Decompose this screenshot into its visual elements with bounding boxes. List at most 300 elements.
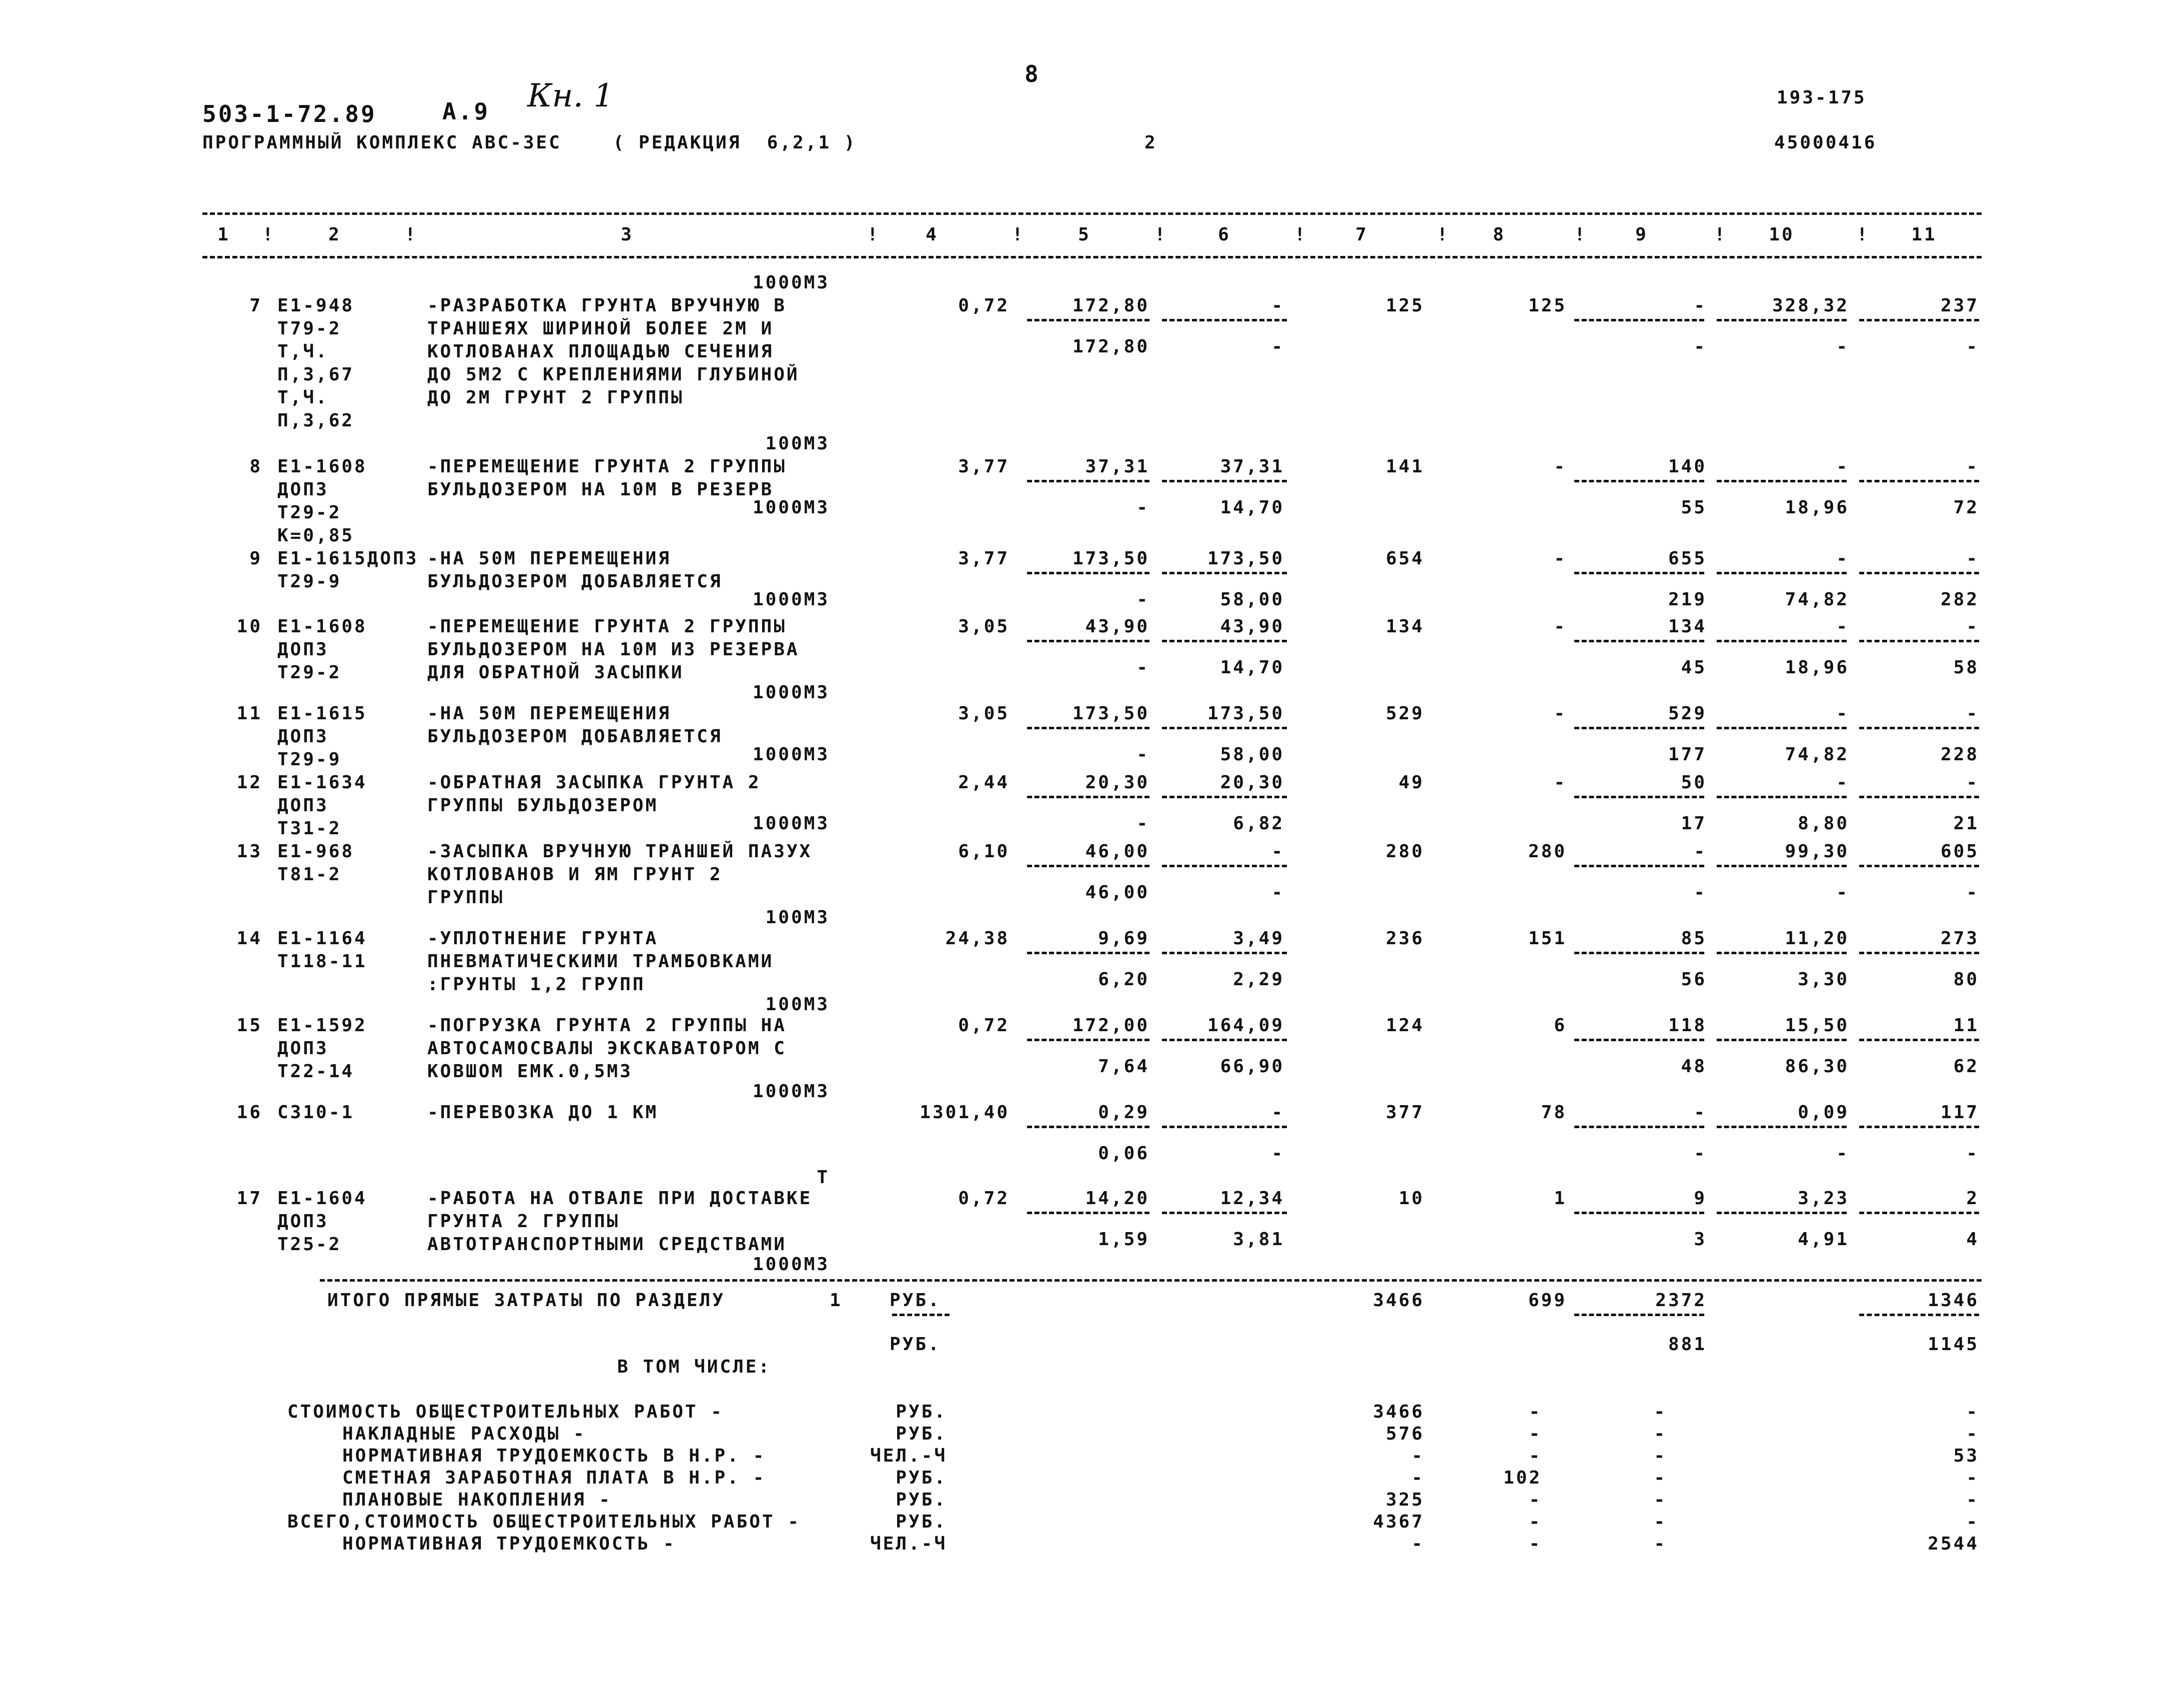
unit-label: 1000М3 xyxy=(752,744,830,765)
cell-divider xyxy=(1717,319,1847,321)
cell-divider xyxy=(1162,952,1287,954)
labor-unit: 99,30 xyxy=(1785,841,1849,862)
total-machines: 134 xyxy=(1668,616,1707,637)
unit-label: 100М3 xyxy=(765,994,830,1015)
quantity: 1301,40 xyxy=(920,1102,1010,1123)
total-machines: 85 xyxy=(1681,928,1707,949)
unit-cost-wages: 7,64 xyxy=(1098,1056,1149,1077)
cell-divider xyxy=(1859,1314,1979,1316)
item-number: 14 xyxy=(236,928,262,949)
description-line: БУЛЬДОЗЕРОМ НА 10М В РЕЗЕРВ xyxy=(427,479,774,500)
cell-divider xyxy=(1574,1212,1704,1214)
total-cost: 125 xyxy=(1385,295,1424,316)
unit-cost: 173,50 xyxy=(1072,548,1149,569)
unit-label: 100М3 xyxy=(765,433,830,454)
summary-wages: - xyxy=(1529,1446,1542,1466)
description-line: АВТОСАМОСВАЛЫ ЭКСКАВАТОРОМ С xyxy=(427,1038,787,1059)
labor-total: - xyxy=(1966,616,1979,637)
unit-cost-machines: 12,34 xyxy=(1220,1188,1284,1209)
cell-divider xyxy=(1027,1212,1149,1214)
summary-label: НАКЛАДНЫЕ РАСХОДЫ - xyxy=(342,1424,586,1444)
summary-machines: - xyxy=(1654,1534,1667,1554)
unit-cost-wages: - xyxy=(1136,744,1149,765)
labor-total-machines: 282 xyxy=(1940,589,1979,610)
unit-cost-wages: 0,06 xyxy=(1098,1143,1149,1164)
cell-divider xyxy=(1027,1126,1149,1128)
summary-unit: РУБ. xyxy=(896,1490,947,1510)
summary-labor: 53 xyxy=(1953,1446,1979,1466)
cell-divider xyxy=(1574,1126,1704,1128)
unit-cost-machines: 164,09 xyxy=(1207,1015,1284,1036)
cell-divider xyxy=(1717,1212,1847,1214)
summary-label: НОРМАТИВНАЯ ТРУДОЕМКОСТЬ - xyxy=(342,1534,676,1554)
labor-unit: 328,32 xyxy=(1772,295,1849,316)
total-machines: 50 xyxy=(1681,772,1707,793)
item-number: 13 xyxy=(236,841,262,862)
labor-total-machines: 80 xyxy=(1953,969,1979,990)
column-header-9: 9 xyxy=(1635,224,1648,245)
summary-wages: - xyxy=(1529,1512,1542,1532)
column-header-1: 1 xyxy=(217,224,230,245)
labor-unit: 15,50 xyxy=(1785,1015,1849,1036)
totals-cost: 3466 xyxy=(1373,1290,1424,1311)
unit-cost: 46,00 xyxy=(1085,841,1149,862)
total-machine-wages: - xyxy=(1694,1143,1707,1164)
code-line: Т25-2 xyxy=(277,1234,342,1255)
unit-cost: 37,31 xyxy=(1085,456,1149,477)
unit-cost-wages: 172,80 xyxy=(1072,336,1149,357)
total-wages: - xyxy=(1554,703,1567,724)
code-line: Е1-1608 xyxy=(277,616,367,637)
doc-code: 503-1-72.89 xyxy=(202,100,377,127)
description-line: АВТОТРАНСПОРТНЫМИ СРЕДСТВАМИ xyxy=(427,1234,787,1255)
doc-number: 45000416 xyxy=(1774,132,1877,153)
cell-divider xyxy=(1859,952,1979,954)
code-line: Е1-1634 xyxy=(277,772,367,793)
column-separator: ! xyxy=(1437,224,1450,245)
description-line: КОТЛОВАНАХ ПЛОЩАДЬЮ СЕЧЕНИЯ xyxy=(427,341,774,362)
cell-divider xyxy=(1162,572,1287,574)
cell-divider xyxy=(1859,727,1979,729)
total-cost: 134 xyxy=(1385,616,1424,637)
code-line: Е1-948 xyxy=(277,295,355,316)
summary-wages: - xyxy=(1529,1402,1542,1422)
description-line: КОВШОМ ЕМК.0,5М3 xyxy=(427,1061,633,1082)
cell-divider xyxy=(1027,480,1149,482)
cell-divider xyxy=(1574,319,1704,321)
quantity: 0,72 xyxy=(958,1015,1010,1036)
total-cost: 10 xyxy=(1398,1188,1424,1209)
description-line: -ПЕРЕВОЗКА ДО 1 КМ xyxy=(427,1102,659,1123)
cell-divider xyxy=(1717,952,1847,954)
unit-cost-machine-wages: 3,81 xyxy=(1233,1229,1284,1250)
total-machines: 140 xyxy=(1668,456,1707,477)
labor-total-machines: 72 xyxy=(1953,497,1979,518)
total-wages: 78 xyxy=(1541,1102,1567,1123)
total-machine-wages: 55 xyxy=(1681,497,1707,518)
labor-unit: 0,09 xyxy=(1798,1102,1849,1123)
totals-section: 1 xyxy=(830,1290,843,1311)
total-machine-wages: - xyxy=(1694,336,1707,357)
cell-divider xyxy=(1717,796,1847,798)
cell-divider xyxy=(1027,952,1149,954)
cell-divider xyxy=(1574,865,1704,867)
labor-unit-machines: 3,30 xyxy=(1798,969,1849,990)
total-machine-wages: 177 xyxy=(1668,744,1707,765)
code-line: Е1-1164 xyxy=(277,928,367,949)
column-header-3: 3 xyxy=(621,224,634,245)
quantity: 3,77 xyxy=(958,456,1010,477)
total-machines: - xyxy=(1694,841,1707,862)
labor-unit: - xyxy=(1836,456,1849,477)
description-line: -РАБОТА НА ОТВАЛЕ ПРИ ДОСТАВКЕ xyxy=(427,1188,813,1209)
description-line: -ПЕРЕМЕЩЕНИЕ ГРУНТА 2 ГРУППЫ xyxy=(427,616,787,637)
totals-labor-machines: 1145 xyxy=(1928,1334,1979,1355)
unit-cost: 43,90 xyxy=(1085,616,1149,637)
cell-divider xyxy=(1574,796,1704,798)
labor-total-machines: 58 xyxy=(1953,657,1979,678)
summary-unit: ЧЕЛ.-Ч xyxy=(870,1446,947,1466)
column-header-6: 6 xyxy=(1218,224,1231,245)
labor-unit-machines: 74,82 xyxy=(1785,744,1849,765)
cell-divider xyxy=(1162,727,1287,729)
code-line: Т79-2 xyxy=(277,318,342,339)
item-number: 9 xyxy=(249,548,262,569)
total-machines: 529 xyxy=(1668,703,1707,724)
labor-total: - xyxy=(1966,703,1979,724)
summary-cost: - xyxy=(1411,1446,1424,1466)
cell-divider xyxy=(1162,1039,1287,1041)
unit-cost: 0,29 xyxy=(1098,1102,1149,1123)
total-wages: 125 xyxy=(1528,295,1567,316)
summary-unit: ЧЕЛ.-Ч xyxy=(870,1534,947,1554)
code-line: Е1-968 xyxy=(277,841,355,862)
unit-cost-wages: 46,00 xyxy=(1085,882,1149,903)
cell-divider xyxy=(1859,480,1979,482)
cell-divider xyxy=(1717,572,1847,574)
unit-cost-machines: 20,30 xyxy=(1220,772,1284,793)
total-machines: 655 xyxy=(1668,548,1707,569)
summary-label: СТОИМОСТЬ ОБЩЕСТРОИТЕЛЬНЫХ РАБОТ - xyxy=(287,1402,724,1422)
cell-divider xyxy=(1717,640,1847,642)
code-line: Т81-2 xyxy=(277,864,342,885)
cell-divider xyxy=(1027,796,1149,798)
right-code: 193-175 xyxy=(1777,87,1867,108)
summary-machines: - xyxy=(1654,1402,1667,1422)
unit-label: 1000М3 xyxy=(752,1081,830,1102)
summary-cost: 325 xyxy=(1385,1490,1424,1510)
column-header-7: 7 xyxy=(1355,224,1368,245)
book-handwritten: Кн. 1 xyxy=(527,77,614,114)
description-line: ГРУППЫ xyxy=(427,887,505,908)
cell-divider xyxy=(1717,727,1847,729)
cell-divider xyxy=(1574,1314,1704,1316)
unit-cost-machine-wages: 58,00 xyxy=(1220,589,1284,610)
labor-total: 117 xyxy=(1940,1102,1979,1123)
unit-cost-machine-wages: - xyxy=(1271,336,1284,357)
cell-divider xyxy=(1162,1212,1287,1214)
code-line: ДОП3 xyxy=(277,795,329,816)
summary-labor: - xyxy=(1966,1512,1979,1532)
labor-total-machines: 228 xyxy=(1940,744,1979,765)
cell-divider xyxy=(1162,865,1287,867)
labor-unit: 11,20 xyxy=(1785,928,1849,949)
column-separator: ! xyxy=(1714,224,1727,245)
quantity: 24,38 xyxy=(945,928,1010,949)
labor-unit-machines: 74,82 xyxy=(1785,589,1849,610)
quantity: 3,05 xyxy=(958,703,1010,724)
total-machine-wages: - xyxy=(1694,882,1707,903)
code-line: ДОП3 xyxy=(277,1211,329,1232)
labor-total: - xyxy=(1966,772,1979,793)
cell-divider xyxy=(1574,952,1704,954)
labor-total: - xyxy=(1966,548,1979,569)
summary-labor: - xyxy=(1966,1424,1979,1444)
cell-divider xyxy=(1162,796,1287,798)
unit-cost-machine-wages: 2,29 xyxy=(1233,969,1284,990)
labor-total: - xyxy=(1966,456,1979,477)
column-separator: ! xyxy=(262,224,275,245)
description-line: БУЛЬДОЗЕРОМ НА 10М ИЗ РЕЗЕРВА xyxy=(427,639,800,660)
cell-divider xyxy=(1574,640,1704,642)
total-cost: 377 xyxy=(1385,1102,1424,1123)
labor-unit: - xyxy=(1836,772,1849,793)
labor-unit-machines: 18,96 xyxy=(1785,657,1849,678)
summary-labor: 2544 xyxy=(1928,1534,1979,1554)
summary-label: ВСЕГО,СТОИМОСТЬ ОБЩЕСТРОИТЕЛЬНЫХ РАБОТ - xyxy=(287,1512,801,1532)
unit-cost-machine-wages: 14,70 xyxy=(1220,657,1284,678)
labor-total: 605 xyxy=(1940,841,1979,862)
column-header-11: 11 xyxy=(1911,224,1937,245)
item-number: 7 xyxy=(249,295,262,316)
cell-divider xyxy=(1859,640,1979,642)
cell-divider xyxy=(892,1314,950,1316)
cell-divider xyxy=(1027,319,1149,321)
column-header-2: 2 xyxy=(328,224,341,245)
total-wages: - xyxy=(1554,616,1567,637)
total-cost: 280 xyxy=(1385,841,1424,862)
code-line: С310-1 xyxy=(277,1102,355,1123)
unit-cost-machine-wages: - xyxy=(1271,1143,1284,1164)
summary-unit: РУБ. xyxy=(896,1424,947,1444)
labor-total: 2 xyxy=(1966,1188,1979,1209)
album-label: А.9 xyxy=(442,98,490,125)
column-separator: ! xyxy=(1294,224,1307,245)
totals-rule xyxy=(320,1279,1982,1282)
total-machines: - xyxy=(1694,295,1707,316)
cell-divider xyxy=(1859,796,1979,798)
summary-unit: РУБ. xyxy=(896,1512,947,1532)
cell-divider xyxy=(1027,865,1149,867)
unit-cost-machines: - xyxy=(1271,295,1284,316)
quantity: 3,05 xyxy=(958,616,1010,637)
description-line: БУЛЬДОЗЕРОМ ДОБАВЛЯЕТСЯ xyxy=(427,571,723,592)
sheet-number: 2 xyxy=(1144,132,1157,153)
cell-divider xyxy=(1717,480,1847,482)
total-machine-wages: 48 xyxy=(1681,1056,1707,1077)
code-line: Т29-9 xyxy=(277,749,342,770)
description-line: ГРУППЫ БУЛЬДОЗЕРОМ xyxy=(427,795,659,816)
summary-labor: - xyxy=(1966,1490,1979,1510)
labor-total-machines: 21 xyxy=(1953,813,1979,834)
labor-total-machines: 62 xyxy=(1953,1056,1979,1077)
code-line: К=0,85 xyxy=(277,525,355,546)
description-line: ДЛЯ ОБРАТНОЙ ЗАСЫПКИ xyxy=(427,662,684,683)
total-wages: 1 xyxy=(1554,1188,1567,1209)
code-line: Е1-1615 xyxy=(277,703,367,724)
summary-unit: РУБ. xyxy=(896,1402,947,1422)
unit-cost-wages: - xyxy=(1136,497,1149,518)
item-number: 8 xyxy=(249,456,262,477)
code-line: Т29-2 xyxy=(277,662,342,683)
code-line: Т29-9 xyxy=(277,571,342,592)
column-separator: ! xyxy=(1012,224,1025,245)
labor-unit: - xyxy=(1836,548,1849,569)
cell-divider xyxy=(1859,1126,1979,1128)
unit-cost-machine-wages: - xyxy=(1271,882,1284,903)
totals-machines: 2372 xyxy=(1655,1290,1707,1311)
total-machine-wages: 45 xyxy=(1681,657,1707,678)
cell-divider xyxy=(1859,865,1979,867)
labor-unit: - xyxy=(1836,616,1849,637)
summary-machines: - xyxy=(1654,1468,1667,1488)
column-header-5: 5 xyxy=(1078,224,1091,245)
column-separator: ! xyxy=(867,224,880,245)
code-line: П,3,67 xyxy=(277,364,355,385)
labor-total-machines: - xyxy=(1966,336,1979,357)
unit-cost-machine-wages: 58,00 xyxy=(1220,744,1284,765)
cell-divider xyxy=(1574,727,1704,729)
unit-cost-wages: - xyxy=(1136,813,1149,834)
summary-labor: - xyxy=(1966,1468,1979,1488)
labor-unit-machines: 18,96 xyxy=(1785,497,1849,518)
description-line: -РАЗРАБОТКА ГРУНТА ВРУЧНУЮ В xyxy=(427,295,787,316)
item-number: 12 xyxy=(236,772,262,793)
quantity: 6,10 xyxy=(958,841,1010,862)
summary-cost: 3466 xyxy=(1373,1402,1424,1422)
cell-divider xyxy=(1027,1039,1149,1041)
description-line: -ЗАСЫПКА ВРУЧНУЮ ТРАНШЕЙ ПАЗУХ xyxy=(427,841,813,862)
unit-cost: 9,69 xyxy=(1098,928,1149,949)
summary-label: СМЕТНАЯ ЗАРАБОТНАЯ ПЛАТА В Н.Р. - xyxy=(342,1468,766,1488)
description-line: :ГРУНТЫ 1,2 ГРУПП xyxy=(427,974,646,995)
summary-labor: - xyxy=(1966,1402,1979,1422)
code-line: ДОП3 xyxy=(277,1038,329,1059)
quantity: 0,72 xyxy=(958,295,1010,316)
code-line: Е1-1615ДОП3 xyxy=(277,548,419,569)
unit-cost-wages: - xyxy=(1136,657,1149,678)
code-line: ДОП3 xyxy=(277,479,329,500)
code-line: Е1-1592 xyxy=(277,1015,367,1036)
cell-divider xyxy=(1162,1126,1287,1128)
description-line: ДО 2М ГРУНТ 2 ГРУППЫ xyxy=(427,387,684,408)
unit-cost: 172,80 xyxy=(1072,295,1149,316)
page-number: 8 xyxy=(1025,60,1041,87)
quantity: 0,72 xyxy=(958,1188,1010,1209)
total-machine-wages: 17 xyxy=(1681,813,1707,834)
column-header-10: 10 xyxy=(1769,224,1795,245)
column-separator: ! xyxy=(1154,224,1167,245)
item-number: 17 xyxy=(236,1188,262,1209)
cell-divider xyxy=(1162,640,1287,642)
labor-total-machines: 4 xyxy=(1966,1229,1979,1250)
cell-divider xyxy=(1574,480,1704,482)
labor-unit-machines: - xyxy=(1836,1143,1849,1164)
cell-divider xyxy=(1574,572,1704,574)
column-separator: ! xyxy=(1574,224,1587,245)
unit-label: 1000М3 xyxy=(752,682,830,703)
unit-label: 1000М3 xyxy=(752,497,830,518)
total-wages: - xyxy=(1554,456,1567,477)
summary-machines: - xyxy=(1654,1512,1667,1532)
program-line: ПРОГРАММНЫЙ КОМПЛЕКС АВС-3ЕС ( РЕДАКЦИЯ 6,2,1 ) xyxy=(202,132,857,153)
total-cost: 141 xyxy=(1385,456,1424,477)
summary-cost: - xyxy=(1411,1468,1424,1488)
labor-unit-machines: 8,80 xyxy=(1798,813,1849,834)
description-line: -ПЕРЕМЕЩЕНИЕ ГРУНТА 2 ГРУППЫ xyxy=(427,456,787,477)
unit-cost-machine-wages: 66,90 xyxy=(1220,1056,1284,1077)
description-line: КОТЛОВАНОВ И ЯМ ГРУНТ 2 xyxy=(427,864,723,885)
header-bottom-rule xyxy=(202,256,1982,258)
unit-label: 1000М3 xyxy=(752,813,830,834)
totals-label: ИТОГО ПРЯМЫЕ ЗАТРАТЫ ПО РАЗДЕЛУ xyxy=(327,1290,725,1311)
code-line: ДОП3 xyxy=(277,726,329,747)
description-line: -ОБРАТНАЯ ЗАСЫПКА ГРУНТА 2 xyxy=(427,772,761,793)
labor-total: 237 xyxy=(1940,295,1979,316)
quantity: 2,44 xyxy=(958,772,1010,793)
code-line: Т29-2 xyxy=(277,502,342,523)
code-line: Е1-1608 xyxy=(277,456,367,477)
including-label: В ТОМ ЧИСЛЕ: xyxy=(617,1357,772,1377)
column-header-4: 4 xyxy=(926,224,939,245)
summary-cost: 4367 xyxy=(1373,1512,1424,1532)
cell-divider xyxy=(1717,865,1847,867)
unit-label: 100М3 xyxy=(765,907,830,928)
cell-divider xyxy=(1717,1039,1847,1041)
labor-total-machines: - xyxy=(1966,882,1979,903)
total-cost: 654 xyxy=(1385,548,1424,569)
unit-cost-wages: 6,20 xyxy=(1098,969,1149,990)
summary-machines: - xyxy=(1654,1424,1667,1444)
totals-unit: РУБ. xyxy=(890,1290,941,1311)
labor-unit-machines: 86,30 xyxy=(1785,1056,1849,1077)
total-cost: 236 xyxy=(1385,928,1424,949)
totals-wages: 699 xyxy=(1528,1290,1567,1311)
total-wages: - xyxy=(1554,772,1567,793)
code-line: Е1-1604 xyxy=(277,1188,367,1209)
cell-divider xyxy=(1027,572,1149,574)
unit-label: Т xyxy=(817,1167,830,1188)
unit-label: 1000М3 xyxy=(752,1254,830,1275)
item-number: 15 xyxy=(236,1015,262,1036)
unit-cost-machine-wages: 14,70 xyxy=(1220,497,1284,518)
cell-divider xyxy=(1027,640,1149,642)
unit-cost: 173,50 xyxy=(1072,703,1149,724)
total-wages: - xyxy=(1554,548,1567,569)
description-line: -УПЛОТНЕНИЕ ГРУНТА xyxy=(427,928,659,949)
unit-cost-machines: 43,90 xyxy=(1220,616,1284,637)
total-wages: 280 xyxy=(1528,841,1567,862)
unit-cost-wages: 1,59 xyxy=(1098,1229,1149,1250)
cell-divider xyxy=(1027,727,1149,729)
total-machines: - xyxy=(1694,1102,1707,1123)
total-cost: 124 xyxy=(1385,1015,1424,1036)
unit-cost: 20,30 xyxy=(1085,772,1149,793)
description-line: ГРУНТА 2 ГРУППЫ xyxy=(427,1211,620,1232)
summary-label: ПЛАНОВЫЕ НАКОПЛЕНИЯ - xyxy=(342,1490,612,1510)
description-line: -НА 50М ПЕРЕМЕЩЕНИЯ xyxy=(427,703,671,724)
total-wages: 6 xyxy=(1554,1015,1567,1036)
